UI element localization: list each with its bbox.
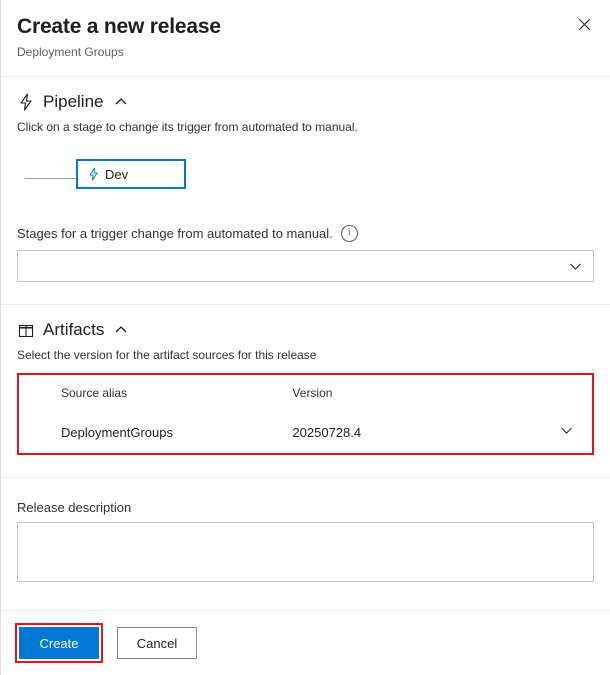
page-title: Create a new release: [17, 15, 221, 38]
table-row[interactable]: [19, 411, 592, 453]
artifacts-divider: [1, 477, 610, 478]
header-divider: [1, 76, 610, 77]
cell-version: 20250728.4: [292, 424, 362, 440]
artifacts-table: [19, 375, 592, 453]
create-button-highlight: [15, 623, 103, 663]
chevron-up-icon[interactable]: [114, 323, 128, 337]
info-icon[interactable]: i: [341, 225, 358, 242]
release-description-input[interactable]: [17, 522, 594, 582]
pipeline-section: [1, 91, 610, 282]
lightning-bolt-icon: [17, 93, 35, 111]
trigger-field-label-row: [17, 225, 594, 242]
artifacts-section-title: Artifacts: [43, 320, 105, 339]
chevron-down-icon[interactable]: [559, 426, 574, 441]
artifacts-section-header[interactable]: [17, 319, 594, 341]
cancel-button[interactable]: Cancel: [117, 627, 197, 659]
cell-source-alias: DeploymentGroups: [61, 424, 173, 440]
chevron-down-icon[interactable]: [568, 259, 583, 274]
artifacts-section: [1, 319, 610, 455]
pipeline-section-title: Pipeline: [43, 92, 104, 111]
column-header-source-alias: Source alias: [61, 386, 128, 400]
release-description-section: [1, 500, 610, 587]
stage-card-dev[interactable]: [76, 159, 186, 189]
stage-name: Dev: [105, 166, 129, 182]
create-button[interactable]: Create: [19, 627, 99, 659]
pipeline-stage-graph: [17, 159, 594, 197]
pipeline-section-description: Click on a stage to change its trigger from automated to manual.: [17, 120, 358, 134]
table-header-row: [19, 375, 592, 411]
panel-header: [1, 0, 610, 60]
section-divider: [1, 304, 610, 305]
page-subtitle: Deployment Groups: [17, 45, 124, 59]
trigger-field-label: Stages for a trigger change from automated to manual.: [17, 226, 333, 241]
chevron-up-icon[interactable]: [114, 95, 128, 109]
release-description-label: Release description: [17, 500, 132, 515]
lightning-bolt-icon: [88, 167, 99, 181]
version-dropdown[interactable]: [534, 411, 592, 453]
artifacts-table-highlight: [17, 373, 594, 455]
gift-box-icon: [17, 321, 35, 339]
trigger-stages-dropdown[interactable]: [17, 250, 594, 282]
column-header-actions: [534, 375, 592, 411]
artifacts-section-description: Select the version for the artifact sources for this release: [17, 348, 317, 362]
pipeline-section-header[interactable]: [17, 91, 594, 113]
close-icon[interactable]: [568, 8, 600, 40]
panel-footer: [1, 610, 610, 675]
column-header-version: Version: [292, 386, 333, 400]
